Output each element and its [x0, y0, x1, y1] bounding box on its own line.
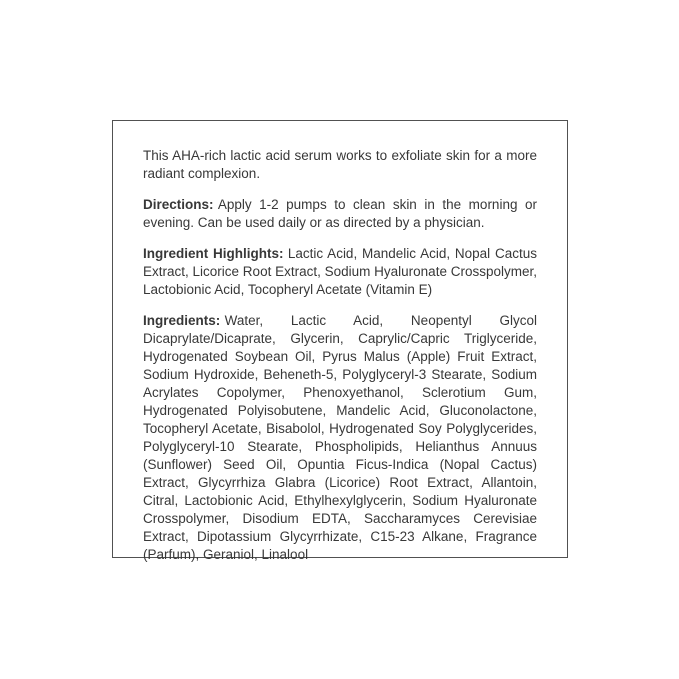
paragraph-directions — [143, 196, 537, 232]
paragraph-ingredients-text: Water, Lactic Acid, Neopentyl Glycol Dicaprylate/Dicaprate, Glycerin, Caprylic/Capric Triglyceride, Hydrogenated Soybean Oil, Pyrus Malus (Apple) Fruit Extract, Sodium Hydroxide, Beheneth-5, Polyglyceryl-3 Stearate, Sodium Acrylates Copolymer, Phenoxyethanol, Sclerotium Gum, Hydrogenated Polyisobutene, Mandelic Acid, Gluconolactone, Tocopheryl Acetate, Bisabolol, Hydrogenated Soy Polyglycerides, Polyglyceryl-10 Stearate, Phospholipids, Helianthus Annuus (Sunflower) Seed Oil, Opuntia Ficus-Indica (Nopal Cactus) Extract, Glycyrrhiza Glabra (Licorice) Root Extract, Allantoin, Citral, Lactobionic Acid, Ethylhexylglycerin, Sodium Hyaluronate Crosspolymer, Disodium EDTA, Saccharamyces Cerevisiae Extract, Dipotassium Glycyrrhizate, C15-23 Alkane, Fragrance (Parfum), Geraniol, Linalool — [143, 313, 537, 562]
paragraph-description — [143, 147, 537, 183]
product-label-content — [113, 121, 567, 564]
paragraph-directions-text: Apply 1-2 pumps to clean skin in the morning or evening. Can be used daily or as directed by a physician. — [143, 197, 537, 230]
paragraph-ingredient-highlights-label: Ingredient Highlights: — [143, 246, 284, 261]
product-label-card — [112, 120, 568, 562]
paragraph-description-text: This AHA-rich lactic acid serum works to exfoliate skin for a more radiant complexion. — [143, 148, 537, 181]
paragraph-ingredients — [143, 312, 537, 564]
paragraph-ingredient-highlights-text: Lactic Acid, Mandelic Acid, Nopal Cactus Extract, Licorice Root Extract, Sodium Hyaluronate Crosspolymer, Lactobionic Acid, Tocopheryl Acetate (Vitamin E) — [143, 246, 537, 297]
paragraph-ingredients-label: Ingredients: — [143, 313, 221, 328]
paragraph-ingredient-highlights — [143, 245, 537, 299]
paragraph-directions-label: Directions: — [143, 197, 214, 212]
